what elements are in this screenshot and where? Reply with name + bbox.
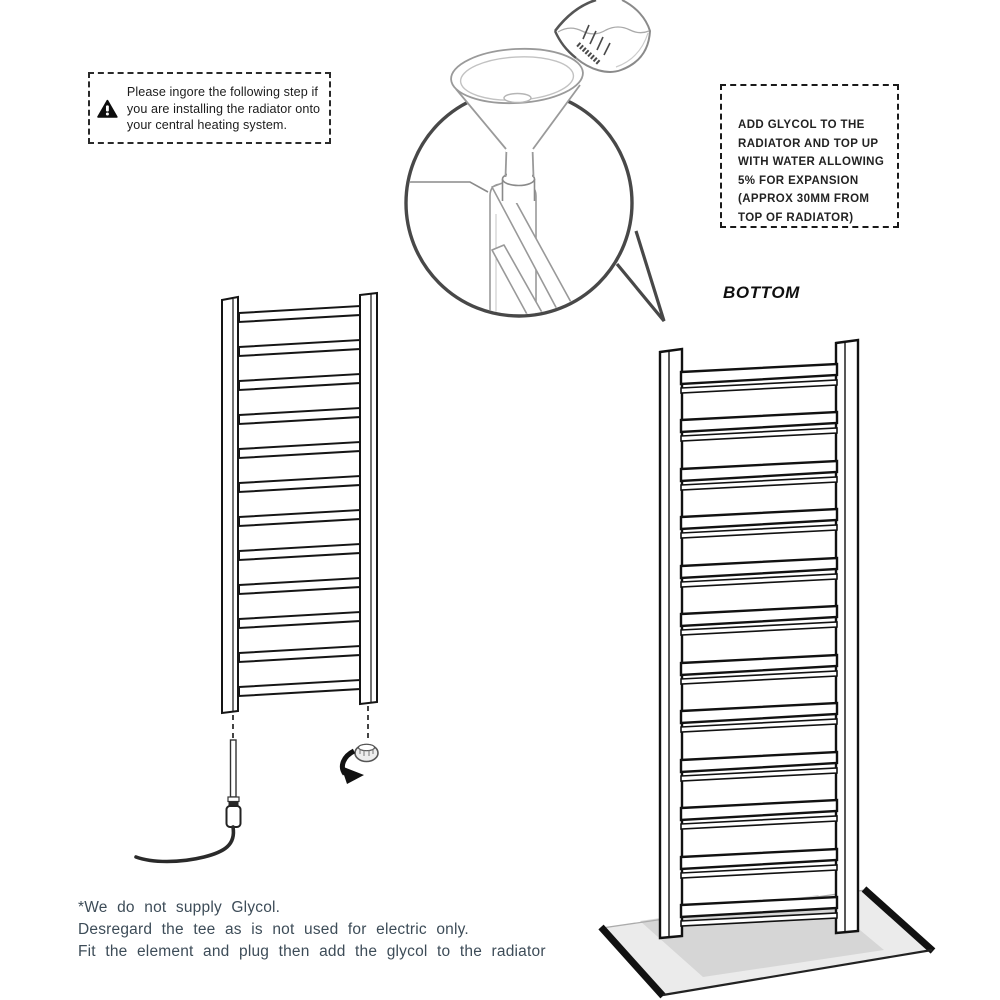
electric-element — [227, 740, 241, 827]
radiator-right — [660, 340, 858, 938]
blanking-cap — [355, 744, 378, 761]
warning-box — [88, 72, 331, 144]
radiator-right-rungs — [681, 364, 837, 926]
warning-text: Please ingore the following step if you are installing the radiator onto your central heating system. — [126, 85, 321, 133]
magnifier-callout — [406, 46, 664, 362]
footnote-line: Desregard the tee as is not used for electric only. — [78, 921, 469, 938]
glycol-note-box — [720, 84, 899, 228]
glycol-note-text: ADD GLYCOL TO THE RADIATOR AND TOP UP WITH WATER ALLOWING 5% FOR EXPANSION (APPROX 30MM FROM TOP OF RADIATOR) — [738, 119, 885, 224]
radiator-left-rungs — [239, 306, 360, 696]
warning-triangle-icon — [97, 82, 118, 136]
power-cable — [136, 827, 233, 862]
footnote — [78, 897, 546, 963]
footnote-line: Fit the element and plug then add the glycol to the radiator — [78, 943, 546, 960]
radiator-left — [136, 293, 378, 862]
footnote-line: *We do not supply Glycol. — [78, 899, 281, 916]
bottom-label: BOTTOM — [723, 283, 800, 302]
